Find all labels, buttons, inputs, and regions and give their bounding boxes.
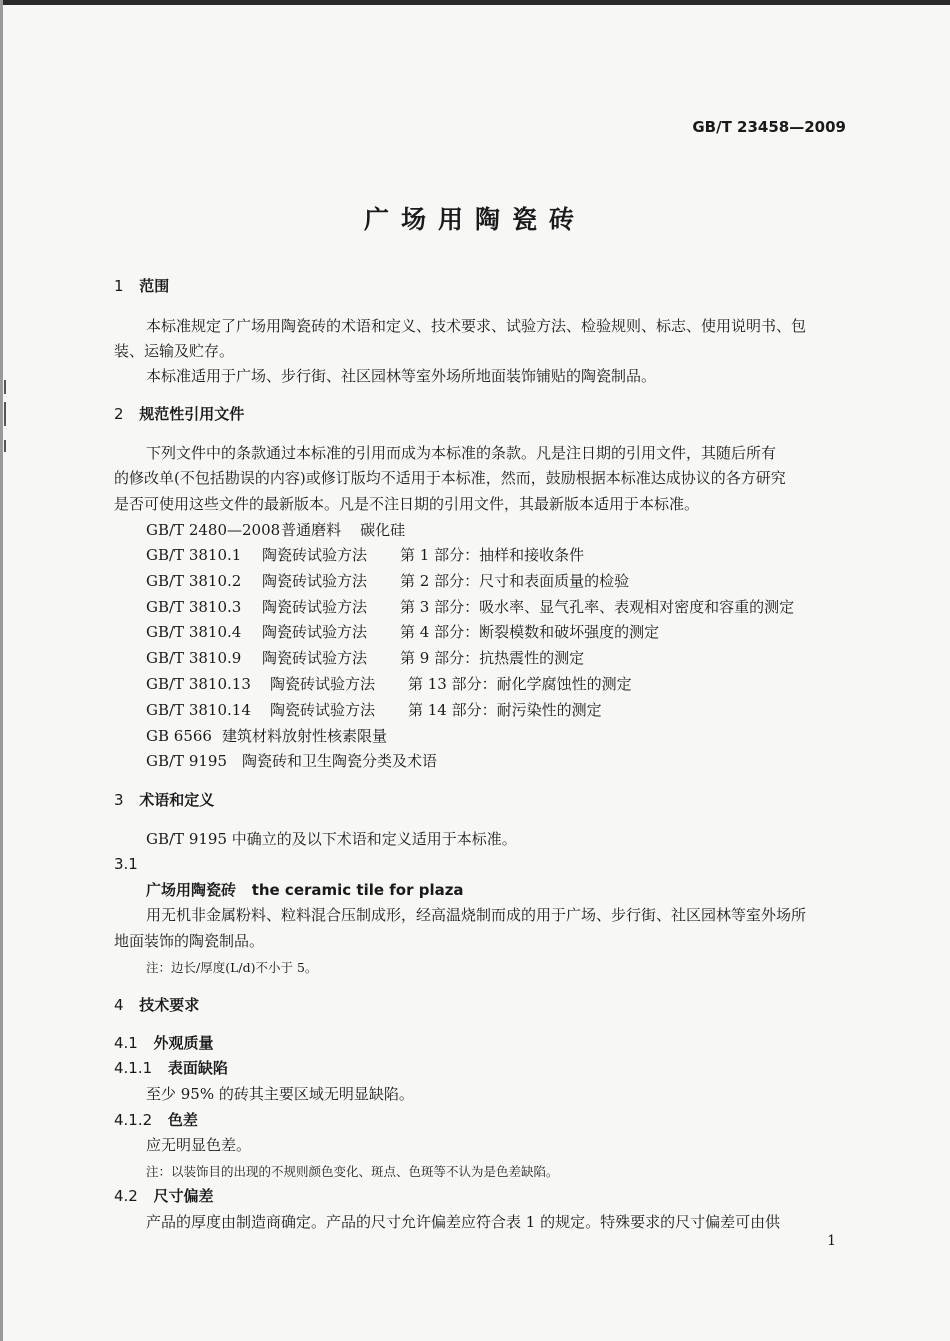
section-2-heading: 2 规范性引用文件 bbox=[114, 405, 245, 423]
paragraph: 本标准规定了广场用陶瓷砖的术语和定义、技术要求、试验方法、检验规则、标志、使用说明书、包 bbox=[146, 317, 807, 335]
reference-item: GB/T 3810.13 陶瓷砖试验方法 第 13 部分：耐化学腐蚀性的测定 bbox=[146, 675, 632, 693]
paragraph: 应无明显色差。 bbox=[146, 1136, 252, 1154]
reference-item: GB/T 3810.14 陶瓷砖试验方法 第 14 部分：耐污染性的测定 bbox=[146, 701, 602, 719]
note: 注：以装饰目的出现的不规则颜色变化、斑点、色斑等不认为是色差缺陷。 bbox=[146, 1164, 559, 1179]
binding-mark bbox=[4, 402, 6, 426]
subsection-heading: 4.2 尺寸偏差 bbox=[114, 1187, 214, 1205]
binding-mark bbox=[4, 440, 6, 452]
paragraph: 装、运输及贮存。 bbox=[114, 342, 235, 360]
reference-item: GB/T 9195 陶瓷砖和卫生陶瓷分类及术语 bbox=[146, 752, 438, 770]
standard-code: GB/T 23458—2009 bbox=[692, 118, 846, 136]
paragraph: 产品的厚度由制造商确定。产品的尺寸允许偏差应符合表 1 的规定。特殊要求的尺寸偏差可由供 bbox=[146, 1213, 781, 1231]
binding-mark bbox=[4, 380, 6, 394]
paragraph: 用无机非金属粉料、粒料混合压制成形，经高温烧制而成的用于广场、步行街、社区园林等室外场所 bbox=[146, 906, 807, 924]
reference-item: GB/T 3810.4 陶瓷砖试验方法 第 4 部分：断裂模数和破坏强度的测定 bbox=[146, 623, 660, 641]
paragraph: 是否可使用这些文件的最新版本。凡是不注日期的引用文件，其最新版本适用于本标准。 bbox=[114, 495, 700, 513]
paragraph: 地面装饰的陶瓷制品。 bbox=[114, 932, 265, 950]
subsection-heading: 4.1.2 色差 bbox=[114, 1111, 198, 1129]
reference-item: GB/T 3810.9 陶瓷砖试验方法 第 9 部分：抗热震性的测定 bbox=[146, 649, 585, 667]
note: 注：边长/厚度(L/d)不小于 5。 bbox=[146, 960, 318, 975]
paragraph: 的修改单(不包括勘误的内容)或修订版均不适用于本标准，然而，鼓励根据本标准达成协议的各方研究 bbox=[114, 469, 786, 487]
term-number: 3.1 bbox=[114, 855, 138, 873]
section-4-heading: 4 技术要求 bbox=[114, 996, 200, 1014]
paragraph: 下列文件中的条款通过本标准的引用而成为本标准的条款。凡是注日期的引用文件，其随后所有 bbox=[146, 444, 777, 462]
document-title: 广场用陶瓷砖 bbox=[363, 205, 586, 234]
reference-item: GB/T 2480—2008 普通磨料 碳化硅 bbox=[146, 521, 406, 539]
subsection-heading: 4.1 外观质量 bbox=[114, 1034, 214, 1052]
reference-item: GB/T 3810.1 陶瓷砖试验方法 第 1 部分：抽样和接收条件 bbox=[146, 546, 585, 564]
reference-item: GB/T 3810.2 陶瓷砖试验方法 第 2 部分：尺寸和表面质量的检验 bbox=[146, 572, 630, 590]
subsection-heading: 4.1.1 表面缺陷 bbox=[114, 1059, 228, 1077]
section-1-heading: 1 范围 bbox=[114, 277, 170, 295]
section-3-heading: 3 术语和定义 bbox=[114, 791, 215, 809]
paragraph: 至少 95% 的砖其主要区域无明显缺陷。 bbox=[146, 1085, 414, 1103]
page-number: 1 bbox=[827, 1233, 836, 1249]
term-heading: 广场用陶瓷砖 the ceramic tile for plaza bbox=[146, 881, 464, 899]
paragraph: 本标准适用于广场、步行街、社区园林等室外场所地面装饰铺贴的陶瓷制品。 bbox=[146, 367, 657, 385]
reference-item: GB 6566 建筑材料放射性核素限量 bbox=[146, 727, 388, 745]
paragraph: GB/T 9195 中确立的及以下术语和定义适用于本标准。 bbox=[146, 830, 517, 848]
scan-border-top bbox=[0, 0, 950, 5]
reference-item: GB/T 3810.3 陶瓷砖试验方法 第 3 部分：吸水率、显气孔率、表观相对密度和容重的测定 bbox=[146, 598, 795, 616]
